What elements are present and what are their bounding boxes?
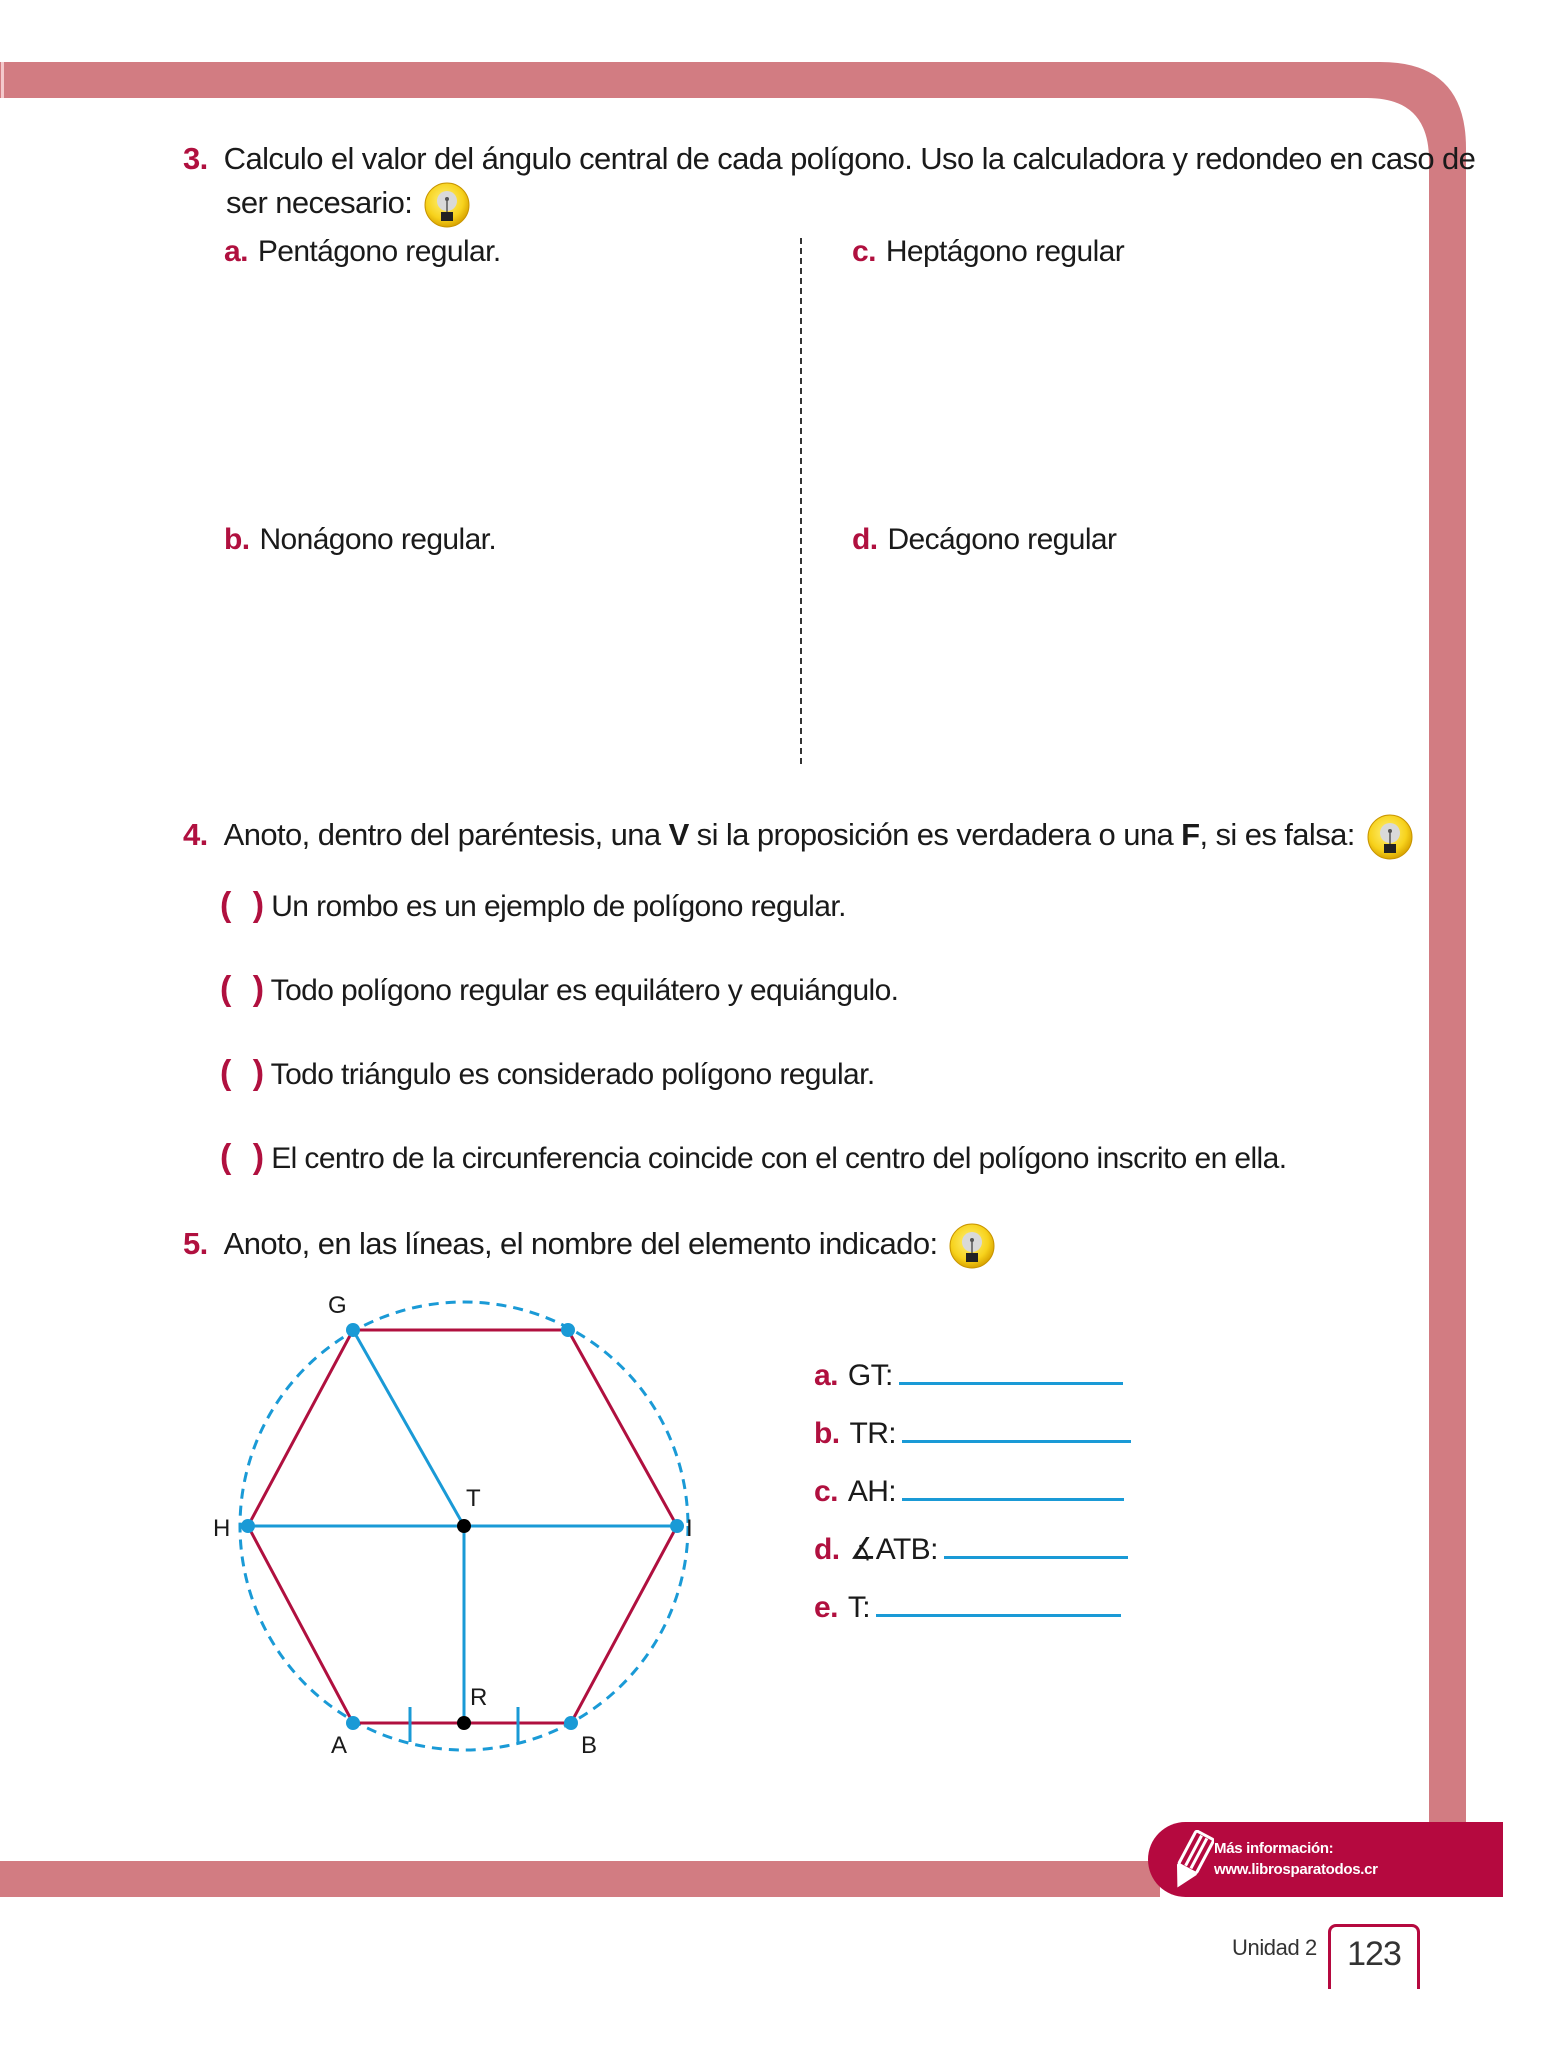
statement-text: El centro de la circunferencia coincide con el centro del polígono inscrito en ella.	[271, 1142, 1287, 1175]
answer-paren-close[interactable]: )	[252, 886, 264, 924]
question-5-text: Anoto, en las líneas, el nombre del elemento indicado:	[223, 1226, 938, 1261]
item-label: b.	[224, 523, 250, 556]
answer-line[interactable]	[876, 1588, 1121, 1617]
true-letter: V	[668, 817, 689, 852]
item-text: Heptágono regular	[885, 235, 1125, 268]
label-R: R	[470, 1684, 488, 1711]
item-label: e.	[814, 1591, 838, 1624]
question-3-text-line2: ser necesario:	[226, 185, 413, 220]
statement-text: Un rombo es un ejemplo de polígono regular.	[271, 890, 846, 923]
question-5-number: 5.	[183, 1226, 208, 1261]
center-T	[457, 1519, 471, 1533]
item-text: Pentágono regular.	[257, 235, 501, 268]
text-part: , si es falsa:	[1199, 817, 1355, 852]
answer-paren-open[interactable]: (	[220, 1054, 231, 1092]
statement-text: Todo polígono regular es equilátero y equiángulo.	[270, 974, 899, 1007]
item-label: c.	[852, 235, 876, 268]
answer-paren-close[interactable]: )	[252, 970, 264, 1008]
question-3-number: 3.	[183, 141, 208, 176]
item-label: d.	[814, 1533, 840, 1566]
answer-line[interactable]	[902, 1472, 1124, 1501]
question-5-item-e	[814, 1588, 1121, 1628]
question-5-item-c	[814, 1472, 1124, 1512]
item-label: a.	[224, 235, 248, 268]
vertex-H	[241, 1519, 255, 1533]
more-info-label: Más información:	[1214, 1840, 1334, 1857]
label-G: G	[328, 1292, 347, 1319]
answer-line[interactable]	[902, 1414, 1131, 1443]
question-3-text-line1: Calculo el valor del ángulo central de cada polígono. Uso la calculadora y redondeo en caso de	[223, 141, 1476, 176]
item-text: Decágono regular	[887, 523, 1117, 556]
pencil-icon	[1170, 1830, 1214, 1890]
vertex-B	[564, 1716, 578, 1730]
more-info-banner	[1148, 1822, 1503, 1897]
item-text: ∡ATB:	[849, 1533, 938, 1566]
item-label: a.	[814, 1359, 838, 1392]
answer-paren-open[interactable]: (	[220, 970, 231, 1008]
item-text: T:	[847, 1591, 870, 1624]
unit-label: Unidad 2	[1232, 1935, 1317, 1960]
answer-paren-close[interactable]: )	[252, 1054, 264, 1092]
vertex-A	[346, 1716, 360, 1730]
label-I: I	[686, 1515, 693, 1542]
item-label: d.	[852, 523, 878, 556]
question-4-number: 4.	[183, 817, 208, 852]
item-text: TR:	[849, 1417, 896, 1450]
statement-text: Todo triángulo es considerado polígono regular.	[270, 1058, 875, 1091]
vertex-top-right	[561, 1323, 575, 1337]
false-letter: F	[1181, 817, 1200, 852]
more-info-url[interactable]: www.librosparatodos.cr	[1214, 1861, 1378, 1878]
label-H: H	[213, 1515, 231, 1542]
question-5-item-a	[814, 1356, 1123, 1396]
question-5-item-b	[814, 1414, 1131, 1454]
item-label: b.	[814, 1417, 840, 1450]
answer-paren-open[interactable]: (	[220, 886, 231, 924]
item-label: c.	[814, 1475, 838, 1508]
label-B: B	[581, 1732, 598, 1759]
vertex-G	[346, 1323, 360, 1337]
point-R	[457, 1716, 471, 1730]
vertex-I	[670, 1519, 684, 1533]
item-text: AH:	[847, 1475, 897, 1508]
answer-line[interactable]	[944, 1530, 1128, 1559]
text-part: si la proposición es verdadera o una	[688, 817, 1182, 852]
answer-paren-open[interactable]: (	[220, 1138, 231, 1176]
page-number-box	[1328, 1924, 1420, 1989]
label-A: A	[331, 1732, 348, 1759]
more-info-text	[1214, 1838, 1378, 1880]
item-text: Nonágono regular.	[259, 523, 497, 556]
label-T: T	[466, 1485, 481, 1512]
page-number: 123	[1347, 1935, 1401, 1973]
answer-line[interactable]	[899, 1356, 1123, 1385]
item-text: GT:	[847, 1359, 893, 1392]
text-part: Anoto, dentro del paréntesis, una	[223, 817, 669, 852]
question-5-item-d	[814, 1530, 1128, 1570]
radius-GT	[353, 1330, 464, 1526]
answer-paren-close[interactable]: )	[252, 1138, 264, 1176]
